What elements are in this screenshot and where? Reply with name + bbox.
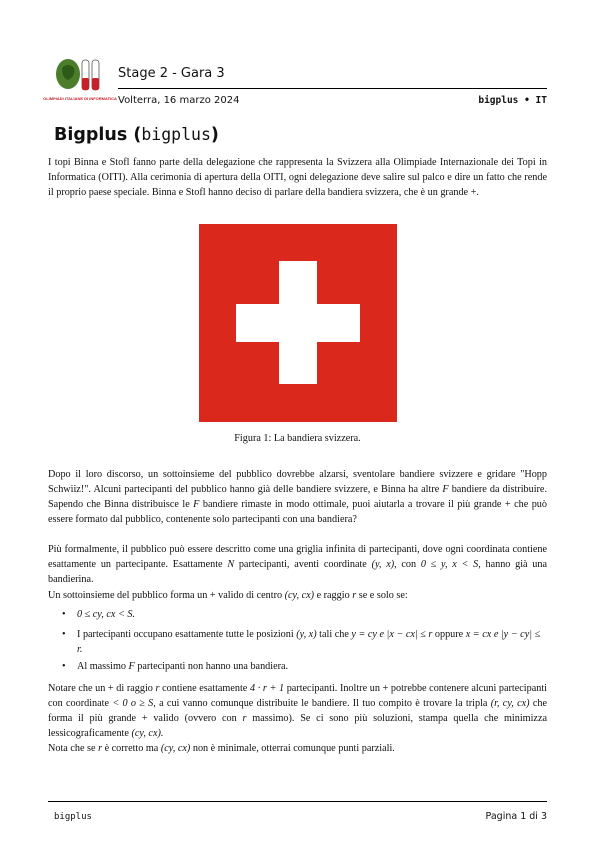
list-item: • Al massimo F partecipanti non hanno una bandiera. xyxy=(62,661,289,672)
bullet-icon: • xyxy=(62,609,66,620)
swiss-flag-image xyxy=(199,224,397,422)
list-item: • I partecipanti occupano esattamente tutte le posizioni (y, x) tali che y = cy e |x − cx| ≤ r oppure x = cx e |y − cy| ≤ r. xyxy=(62,629,541,655)
figure-caption: Figura 1: La bandiera svizzera. xyxy=(234,433,361,444)
task-paragraph: Notare che un + di raggio r contiene esattamente 4 · r + 1 partecipanti. Inoltre un + potrebbe contenere alcuni partecipanti con coordinate < 0 o ≥ S, a cui vanno comunque distribuite le bandiere. Il tuo compito è trovare la tripla (r, cy, cx) che forma il più grande + valido (ovvero con r massimo). Se ci sono più soluzioni, stampa quella che minimizza lessicograficamente (cy, cx). Nota che se r è corretto ma (cy, cx) non è minimale, otterrai comunque punti parziali. xyxy=(48,683,548,754)
flag-cross-horizontal xyxy=(236,304,360,342)
formal-paragraph: Più formalmente, il pubblico può essere descritto come una griglia infinita di partecipanti, dove ogni coordinata contiene esattamente un partecipante. Esattamente N partecipanti, aventi coordinate (y, x), con 0 ≤ y, x < S, hanno già una bandierina. xyxy=(48,544,547,585)
story-paragraph: Dopo il loro discorso, un sottoinsieme del pubblico dovrebbe alzarsi, sventolare bandiere svizzere e gridare "Hopp Schwiiz!". Alcuni partecipanti del pubblico hanno già delle bandiere svizzere, e Binna ha altre F bandiere da distribuire. Sapendo che Binna distribuisce le F bandiere rimaste in modo ottimale, puoi aiutarla a trovare il più grande + che può essere formato dal pubblico, contenente solo partecipanti con una bandiera? xyxy=(48,469,547,525)
definition-paragraph: Un sottoinsieme del pubblico forma un + valido di centro (cy, cx) e raggio r se e solo se: xyxy=(48,590,408,601)
footer-task-name: bigplus xyxy=(54,812,92,822)
task-tag: bigplus • IT xyxy=(478,95,547,106)
page-number: Pagina 1 di 3 xyxy=(485,811,547,822)
footer-divider xyxy=(48,801,547,802)
stage-title: Stage 2 - Gara 3 xyxy=(118,66,225,81)
bullet-icon: • xyxy=(62,629,66,640)
intro-paragraph: I topi Binna e Stofl fanno parte della delegazione che rappresenta la Svizzera alla Olimpiade Internazionale dei Topi in Informatica (OITI). Alla cerimonia di apertura della OITI, ogni delegazione deve salire sul palco e dire un fatto che rende il proprio paese speciale. Binna e Stofl hanno deciso di parlare della bandiera svizzera, che è un grande +. xyxy=(48,157,547,198)
title-code: bigplus xyxy=(141,125,211,144)
header-divider xyxy=(118,88,547,89)
logo-text: OLIMPIADI ITALIANE DI INFORMATICA xyxy=(43,96,117,101)
page-title: Bigplus (bigplus) xyxy=(54,125,219,145)
bullet-icon: • xyxy=(62,661,66,672)
list-item: • 0 ≤ cy, cx < S. xyxy=(62,609,136,620)
oii-logo xyxy=(43,58,117,106)
place-date: Volterra, 16 marzo 2024 xyxy=(118,95,240,106)
